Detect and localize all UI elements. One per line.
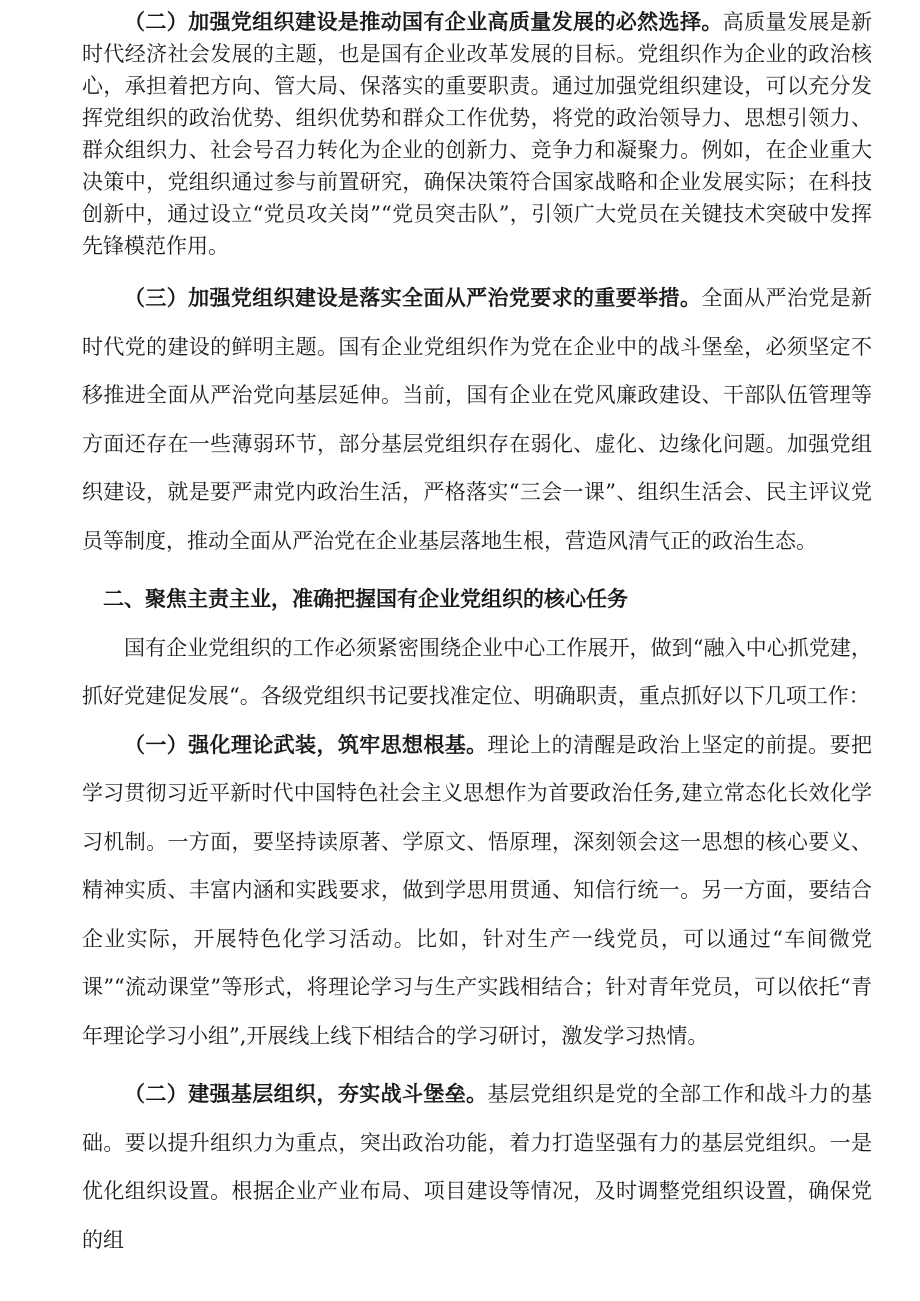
paragraph-theory-armament — [82, 721, 872, 1061]
paragraph-body: 理论上的清醒是政治上坚定的前提。要把学习贯彻习近平新时代中国特色社会主义思想作为首要政治任务,建立常态化长效化学习机制。一方面，要坚持读原著、学原文、悟原理，深刻领会这一思想的核心要义、精神实质、丰富内涵和实践要求，做到学思用贯通、知信行统一。另一方面，要结合企业实际，开展特色化学习活动。比如，针对生产一线党员，可以通过“车间微党课”“流动课堂”等形式，将理论学习与生产实践相结合；针对青年党员，可以依托“青年理论学习小组”,开展线上线下相结合的学习研讨，激发学习热情。 — [82, 732, 872, 1048]
paragraph-lead: （一）强化理论武装，筑牢思想根基。 — [124, 731, 488, 757]
paragraph-body: 高质量发展是新时代经济社会发展的主题，也是国有企业改革发展的目标。党组织作为企业的政治核心，承担着把方向、管大局、保落实的重要职责。通过加强党组织建设，可以充分发挥党组织的政治优势、组织优势和群众工作优势，将党的政治领导力、思想引领力、群众组织力、社会号召力转化为企业的创新力、竞争力和凝聚力。例如，在企业重大决策中，党组织通过参与前置研究，确保决策符合国家战略和企业发展实际；在科技创新中，通过设立“党员攻关岗”“党员突击队”，引领广大党员在关键技术突破中发挥先锋模范作用。 — [82, 10, 872, 258]
paragraph-body: 基层党组织是党的全部工作和战斗力的基础。要以提升组织力为重点，突出政治功能，着力打造坚强有力的基层党组织。一是优化组织设置。根据企业产业布局、项目建设等情况，及时调整党组织设置，确保党的组 — [82, 1082, 872, 1252]
paragraph-high-quality-development — [82, 6, 872, 262]
paragraph-lead: （三）加强党组织建设是落实全面从严治党要求的重要举措。 — [124, 285, 702, 310]
section-heading: 二、聚焦主责主业，准确把握国有企业党组织的核心任务 — [103, 586, 628, 611]
paragraph-body: 国有企业党组织的工作必须紧密围绕企业中心工作展开，做到“融入中心抓党建，抓好党建促发展“。各级党组织书记要找准定位、明确职责，重点抓好以下几项工作： — [82, 635, 872, 708]
paragraph-lead: （二）建强基层组织，夯实战斗堡垒。 — [124, 1081, 488, 1106]
paragraph-lead: （二）加强党组织建设是推动国有企业高质量发展的必然选择。 — [124, 9, 723, 34]
paragraph-intro — [82, 624, 872, 721]
paragraph-strict-party-governance — [82, 274, 872, 565]
paragraph-body: 全面从严治党是新时代党的建设的鲜明主题。国有企业党组织作为党在企业中的战斗堡垒，必须坚定不移推进全面从严治党向基层延伸。当前，国有企业在党风廉政建设、干部队伍管理等方面还存在一些薄弱环节，部分基层党组织存在弱化、虚化、边缘化问题。加强党组织建设，就是要严肃党内政治生活，严格落实“三会一课”、组织生活会、民主评议党员等制度，推动全面从严治党在企业基层落地生根，营造风清气正的政治生态。 — [82, 286, 873, 553]
document-page — [82, 6, 872, 1264]
paragraph-grassroots-organization — [82, 1070, 872, 1264]
